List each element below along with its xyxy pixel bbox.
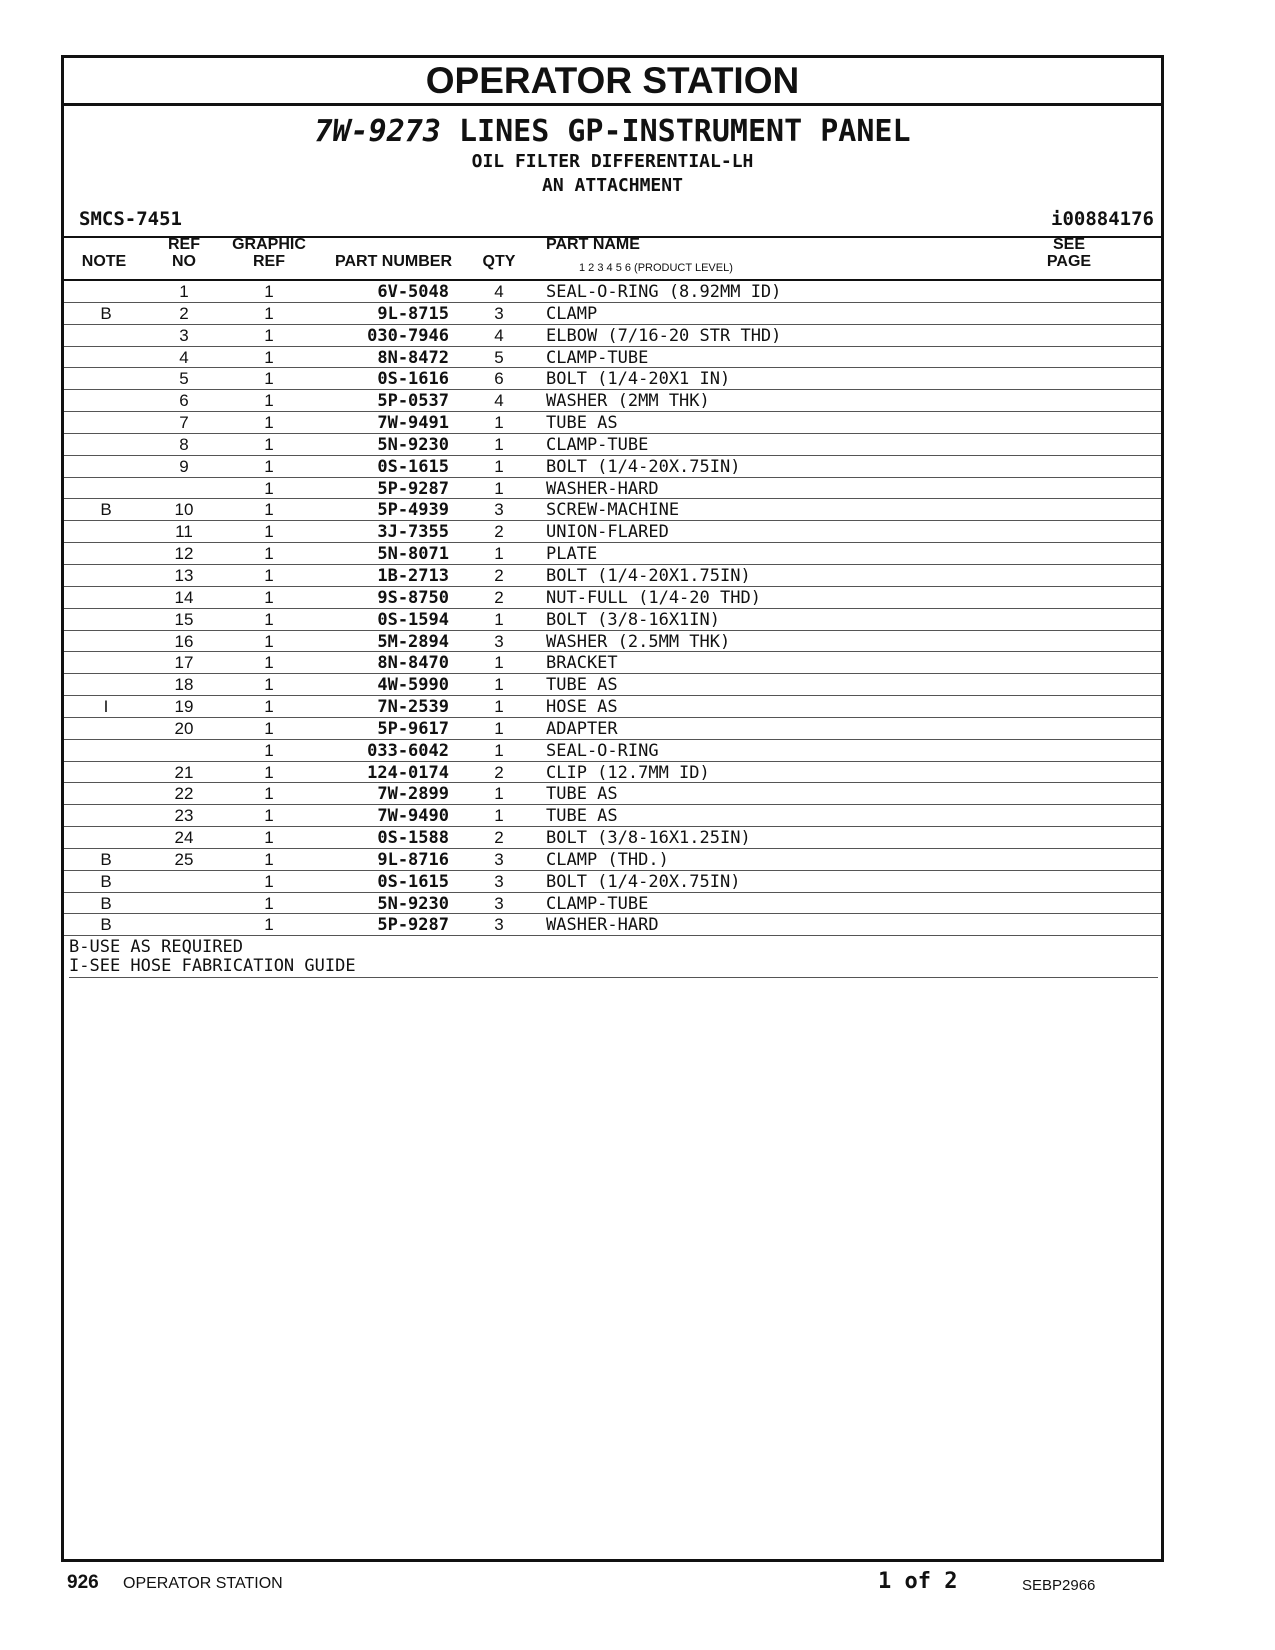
- row-part-name: TUBE AS: [546, 806, 618, 827]
- row-part-number: 0S-1615: [377, 456, 449, 477]
- row-part-number: 4W-5990: [377, 675, 449, 696]
- header-graphic-ref-line1: GRAPHIC: [232, 236, 306, 253]
- table-row: [64, 434, 1161, 456]
- row-part-name: BOLT (3/8-16X1IN): [546, 609, 720, 630]
- row-graphic-ref: 1: [264, 347, 274, 367]
- row-graphic-ref: 1: [264, 565, 274, 585]
- header-see-page-line2: PAGE: [1046, 253, 1092, 270]
- row-part-name: PLATE: [546, 544, 598, 565]
- table-row: [64, 521, 1161, 543]
- row-qty: 4: [494, 325, 504, 345]
- row-graphic-ref: 1: [264, 915, 274, 935]
- row-ref-no: 18: [174, 675, 194, 695]
- row-ref-no: 10: [174, 500, 194, 520]
- row-ref-no: 11: [175, 522, 193, 542]
- row-qty: 2: [494, 565, 504, 585]
- row-ref-no: 19: [174, 697, 194, 717]
- row-part-number: 5P-9287: [377, 478, 449, 499]
- illustration-id: i00884176: [1051, 208, 1154, 230]
- row-part-name: HOSE AS: [546, 697, 618, 718]
- table-row: [64, 347, 1161, 369]
- row-qty: 4: [494, 282, 504, 301]
- header-see-page: [1039, 236, 1099, 270]
- row-part-number: 3J-7355: [377, 522, 449, 543]
- notes-block: [69, 938, 356, 976]
- header-part-name: PART NAME: [546, 236, 640, 253]
- row-qty: 1: [494, 784, 504, 804]
- header-note: NOTE: [81, 253, 127, 270]
- footer-page-number: 926: [67, 1572, 99, 1593]
- row-ref-no: 25: [174, 849, 194, 869]
- header-ref-no-line2: NO: [172, 253, 196, 270]
- row-qty: 3: [494, 303, 504, 323]
- row-note: B: [100, 893, 112, 913]
- table-row: [64, 718, 1161, 740]
- table-row: [64, 827, 1161, 849]
- row-graphic-ref: 1: [264, 740, 274, 760]
- table-row: [64, 783, 1161, 805]
- header-see-page-line1: SEE: [1052, 236, 1085, 253]
- notes-bottom-rule: [69, 977, 1158, 978]
- row-part-name: BOLT (1/4-20X.75IN): [546, 871, 741, 892]
- row-qty: 4: [494, 391, 504, 411]
- row-qty: 1: [494, 413, 504, 433]
- table-row: [64, 652, 1161, 674]
- table-row: [64, 543, 1161, 565]
- row-graphic-ref: 1: [264, 413, 274, 433]
- row-ref-no: 8: [179, 434, 189, 454]
- row-qty: 1: [494, 653, 504, 673]
- row-part-name: ADAPTER: [546, 718, 618, 739]
- row-part-number: 5M-2894: [377, 631, 449, 652]
- header-product-level: 1 2 3 4 5 6 (PRODUCT LEVEL): [579, 262, 733, 274]
- row-graphic-ref: 1: [264, 893, 274, 913]
- table-row: [64, 762, 1161, 784]
- note-i: I-SEE HOSE FABRICATION GUIDE: [69, 955, 356, 976]
- row-qty: 6: [494, 369, 504, 389]
- row-part-number: 6V-5048: [377, 282, 449, 302]
- table-row: [64, 609, 1161, 631]
- row-part-number: 5P-4939: [377, 500, 449, 521]
- table-row: [64, 390, 1161, 412]
- table-row: [64, 478, 1161, 500]
- row-part-number: 5N-8071: [377, 544, 449, 565]
- group-title: [64, 115, 1161, 149]
- row-part-name: CLAMP (THD.): [546, 849, 669, 870]
- row-qty: 3: [494, 893, 504, 913]
- row-part-number: 5P-9287: [377, 915, 449, 936]
- table-row: [64, 871, 1161, 893]
- parts-page-frame: [61, 55, 1164, 1562]
- row-qty: 1: [494, 740, 504, 760]
- row-part-number: 5N-9230: [377, 434, 449, 455]
- group-part-number: 7W-9273: [314, 114, 441, 149]
- row-part-name: SEAL-O-RING: [546, 740, 659, 761]
- table-row: [64, 456, 1161, 478]
- row-part-name: CLAMP-TUBE: [546, 893, 649, 914]
- row-graphic-ref: 1: [264, 369, 274, 389]
- row-qty: 3: [494, 915, 504, 935]
- row-graphic-ref: 1: [264, 522, 274, 542]
- row-part-number: 5N-9230: [377, 893, 449, 914]
- table-row: [64, 914, 1161, 936]
- row-part-name: NUT-FULL (1/4-20 THD): [546, 587, 761, 608]
- row-graphic-ref: 1: [264, 784, 274, 804]
- row-part-name: CLAMP-TUBE: [546, 347, 649, 368]
- row-part-number: 1B-2713: [377, 565, 449, 586]
- row-qty: 3: [494, 631, 504, 651]
- table-row: [64, 587, 1161, 609]
- row-part-name: WASHER-HARD: [546, 915, 659, 936]
- row-ref-no: 1: [179, 282, 189, 301]
- row-graphic-ref: 1: [264, 587, 274, 607]
- row-part-name: SCREW-MACHINE: [546, 500, 680, 521]
- section-title: OPERATOR STATION: [64, 58, 1161, 106]
- table-row: [64, 565, 1161, 587]
- row-part-number: 7W-9490: [377, 806, 449, 827]
- row-qty: 2: [494, 587, 504, 607]
- row-ref-no: 17: [174, 653, 194, 673]
- row-part-name: BOLT (3/8-16X1.25IN): [546, 828, 751, 849]
- row-ref-no: 9: [179, 456, 189, 476]
- row-part-number: 9L-8715: [377, 303, 449, 324]
- table-row: [64, 499, 1161, 521]
- row-graphic-ref: 1: [264, 544, 274, 564]
- row-qty: 1: [494, 697, 504, 717]
- table-row: [64, 674, 1161, 696]
- row-qty: 2: [494, 522, 504, 542]
- table-row: [64, 740, 1161, 762]
- row-qty: 3: [494, 871, 504, 891]
- row-part-name: CLIP (12.7MM ID): [546, 762, 710, 783]
- row-ref-no: 6: [179, 391, 189, 411]
- row-part-name: TUBE AS: [546, 675, 618, 696]
- row-part-name: CLAMP-TUBE: [546, 434, 649, 455]
- row-note: B: [100, 915, 112, 935]
- table-row: [64, 696, 1161, 718]
- row-graphic-ref: 1: [264, 762, 274, 782]
- row-part-number: 7N-2539: [377, 697, 449, 718]
- table-row: [64, 325, 1161, 347]
- row-ref-no: 5: [179, 369, 189, 389]
- row-part-name: BOLT (1/4-20X1 IN): [546, 369, 731, 390]
- row-part-number: 7W-9491: [377, 413, 449, 434]
- group-name: LINES GP-INSTRUMENT PANEL: [458, 114, 911, 149]
- row-note: I: [103, 697, 109, 717]
- row-ref-no: 13: [174, 565, 194, 585]
- row-graphic-ref: 1: [264, 325, 274, 345]
- row-qty: 1: [494, 434, 504, 454]
- row-graphic-ref: 1: [264, 500, 274, 520]
- table-row: [64, 281, 1161, 303]
- header-qty: QTY: [482, 253, 516, 270]
- row-graphic-ref: 1: [264, 282, 274, 301]
- row-graphic-ref: 1: [264, 871, 274, 891]
- row-part-number: 0S-1616: [377, 369, 449, 390]
- table-row: [64, 849, 1161, 871]
- row-ref-no: 24: [174, 828, 194, 848]
- group-subtitle-2: AN ATTACHMENT: [542, 175, 683, 196]
- row-qty: 1: [494, 806, 504, 826]
- row-part-name: ELBOW (7/16-20 STR THD): [546, 325, 782, 346]
- row-part-name: BOLT (1/4-20X1.75IN): [546, 565, 751, 586]
- row-qty: 1: [494, 609, 504, 629]
- table-row: [64, 631, 1161, 653]
- row-part-number: 8N-8472: [377, 347, 449, 368]
- row-part-name: TUBE AS: [546, 784, 618, 805]
- row-ref-no: 20: [174, 718, 194, 738]
- note-b: B-USE AS REQUIRED: [69, 936, 243, 957]
- row-part-number: 0S-1615: [377, 871, 449, 892]
- table-row: [64, 368, 1161, 390]
- row-note: B: [100, 849, 112, 869]
- row-graphic-ref: 1: [264, 697, 274, 717]
- header-graphic-ref: [229, 236, 309, 270]
- row-part-number: 124-0174: [367, 762, 449, 783]
- row-graphic-ref: 1: [264, 849, 274, 869]
- row-part-number: 8N-8470: [377, 653, 449, 674]
- header-ref-no: [159, 236, 209, 270]
- row-ref-no: 7: [179, 413, 189, 433]
- row-ref-no: 23: [174, 806, 194, 826]
- row-qty: 1: [494, 675, 504, 695]
- row-part-name: BRACKET: [546, 653, 618, 674]
- row-part-number: 5P-0537: [377, 391, 449, 412]
- row-graphic-ref: 1: [264, 609, 274, 629]
- row-graphic-ref: 1: [264, 478, 274, 498]
- group-subtitle-1: OIL FILTER DIFFERENTIAL-LH: [471, 151, 754, 172]
- row-part-number: 5P-9617: [377, 718, 449, 739]
- row-qty: 1: [494, 544, 504, 564]
- row-note: B: [100, 303, 112, 323]
- row-qty: 5: [494, 347, 504, 367]
- row-part-name: WASHER-HARD: [546, 478, 659, 499]
- table-row: [64, 805, 1161, 827]
- row-part-name: BOLT (1/4-20X.75IN): [546, 456, 741, 477]
- row-ref-no: 14: [174, 587, 194, 607]
- row-graphic-ref: 1: [264, 631, 274, 651]
- footer-section: OPERATOR STATION: [123, 1575, 283, 1592]
- row-note: B: [100, 500, 112, 520]
- row-qty: 2: [494, 828, 504, 848]
- row-graphic-ref: 1: [264, 806, 274, 826]
- row-ref-no: 22: [174, 784, 194, 804]
- row-graphic-ref: 1: [264, 303, 274, 323]
- row-qty: 3: [494, 500, 504, 520]
- row-qty: 1: [494, 718, 504, 738]
- row-part-name: TUBE AS: [546, 413, 618, 434]
- row-graphic-ref: 1: [264, 391, 274, 411]
- table-row: [64, 412, 1161, 434]
- row-qty: 3: [494, 849, 504, 869]
- header-graphic-ref-line2: REF: [253, 253, 285, 270]
- row-graphic-ref: 1: [264, 718, 274, 738]
- row-qty: 1: [494, 478, 504, 498]
- row-part-name: UNION-FLARED: [546, 522, 669, 543]
- row-part-name: SEAL-O-RING (8.92MM ID): [546, 282, 782, 302]
- footer-doc-id: SEBP2966: [1022, 1577, 1096, 1594]
- row-ref-no: 2: [179, 303, 189, 323]
- row-part-name: WASHER (2MM THK): [546, 391, 710, 412]
- parts-table: [64, 281, 1161, 936]
- row-part-name: CLAMP: [546, 303, 598, 324]
- row-part-number: 0S-1588: [377, 828, 449, 849]
- row-part-number: 9S-8750: [377, 587, 449, 608]
- row-ref-no: 12: [174, 544, 194, 564]
- header-ref-no-line1: REF: [168, 236, 200, 253]
- row-part-number: 033-6042: [367, 740, 449, 761]
- row-graphic-ref: 1: [264, 456, 274, 476]
- row-graphic-ref: 1: [264, 434, 274, 454]
- row-qty: 1: [494, 456, 504, 476]
- row-part-number: 030-7946: [367, 325, 449, 346]
- row-part-name: WASHER (2.5MM THK): [546, 631, 731, 652]
- row-part-number: 7W-2899: [377, 784, 449, 805]
- row-graphic-ref: 1: [264, 653, 274, 673]
- row-graphic-ref: 1: [264, 828, 274, 848]
- row-part-number: 9L-8716: [377, 849, 449, 870]
- row-ref-no: 4: [179, 347, 189, 367]
- row-ref-no: 15: [174, 609, 194, 629]
- row-graphic-ref: 1: [264, 675, 274, 695]
- row-ref-no: 21: [174, 762, 194, 782]
- header-part-number: PART NUMBER: [334, 253, 452, 270]
- table-row: [64, 893, 1161, 915]
- footer-sheet: 1 of 2: [878, 1569, 958, 1594]
- row-note: B: [100, 871, 112, 891]
- row-part-number: 0S-1594: [377, 609, 449, 630]
- row-qty: 2: [494, 762, 504, 782]
- smcs-code: SMCS-7451: [79, 208, 182, 230]
- row-ref-no: 16: [174, 631, 194, 651]
- table-row: [64, 303, 1161, 325]
- row-ref-no: 3: [179, 325, 189, 345]
